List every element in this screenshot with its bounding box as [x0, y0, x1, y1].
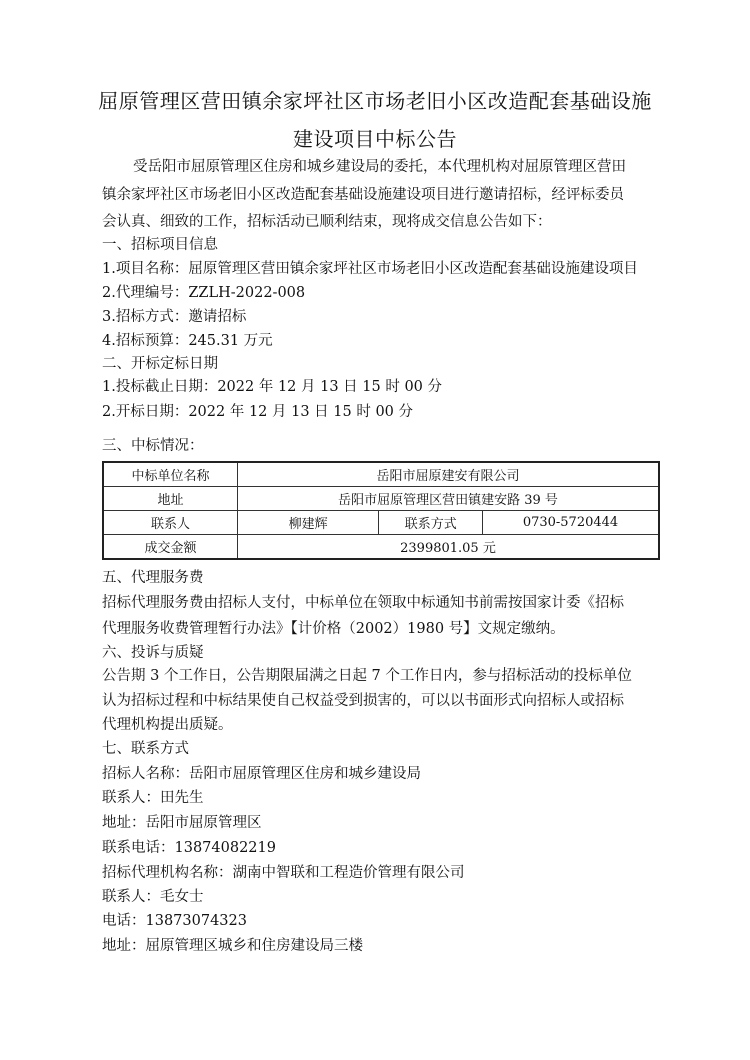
document-title-line-1: 屈原管理区营田镇余家坪社区市场老旧小区改造配套基础设施 — [98, 89, 652, 113]
section-5-heading: 五、代理服务费 — [102, 570, 204, 586]
phone-value: 0730-5720444 — [483, 511, 660, 535]
amount-label: 成交金额 — [103, 535, 237, 560]
agency-address: 地址：屈原管理区城乡和住房建设局三楼 — [102, 938, 363, 954]
table-row — [103, 535, 659, 560]
section-6-heading: 六、投诉与质疑 — [102, 645, 204, 661]
phone-label: 联系方式 — [379, 511, 483, 535]
section-5-line-1: 招标代理服务费由招标人支付，中标单位在领取中标通知书前需按国家计委《招标 — [102, 595, 624, 611]
tender-method: 3.招标方式：邀请招标 — [102, 309, 247, 325]
tenderer-phone: 联系电话：13874082219 — [102, 840, 276, 856]
section-6-line-2: 认为招标过程和中标结果使自己权益受到损害的，可以以书面形式向招标人或招标 — [102, 693, 624, 709]
tenderer-contact: 联系人：田先生 — [102, 790, 204, 806]
winner-value: 岳阳市屈原建安有限公司 — [237, 462, 659, 487]
contact-value: 柳建辉 — [237, 511, 378, 535]
amount-value: 2399801.05 元 — [237, 535, 659, 560]
agency-name: 招标代理机构名称：湖南中智联和工程造价管理有限公司 — [102, 865, 465, 881]
intro-line-3: 会认真、细致的工作，招标活动已顺利结束，现将成交信息公告如下： — [102, 214, 552, 230]
table-row — [103, 511, 659, 535]
address-label: 地址 — [103, 487, 237, 511]
agency-number: 2.代理编号：ZZLH-2022-008 — [102, 285, 306, 301]
table-row — [103, 487, 659, 511]
award-table — [102, 461, 660, 560]
agency-phone: 电话：13873074323 — [102, 913, 247, 929]
contact-label: 联系人 — [103, 511, 237, 535]
project-name: 1.项目名称：屈原管理区营田镇余家坪社区市场老旧小区改造配套基础设施建设项目 — [102, 261, 638, 277]
section-6-line-1: 公告期 3 个工作日，公告期限届满之日起 7 个工作日内，参与招标活动的投标单位 — [102, 668, 632, 684]
section-6-line-3: 代理机构提出质疑。 — [102, 717, 233, 733]
section-5-line-2: 代理服务收费管理暂行办法》【计价格（2002）1980 号】文规定缴纳。 — [102, 621, 565, 637]
section-1-heading: 一、招标项目信息 — [102, 237, 218, 253]
tender-budget: 4.招标预算：245.31 万元 — [102, 333, 273, 349]
section-7-heading: 七、联系方式 — [102, 741, 189, 757]
tenderer-address: 地址：岳阳市屈原管理区 — [102, 815, 262, 831]
winner-label: 中标单位名称 — [103, 462, 237, 487]
table-row — [103, 462, 659, 487]
bid-deadline: 1.投标截止日期：2022 年 12 月 13 日 15 时 00 分 — [102, 379, 443, 395]
section-2-heading: 二、开标定标日期 — [102, 356, 218, 372]
section-3-heading: 三、中标情况： — [102, 438, 204, 454]
tenderer-name: 招标人名称：岳阳市屈原管理区住房和城乡建设局 — [102, 766, 421, 782]
intro-line-1: 受岳阳市屈原管理区住房和城乡建设局的委托，本代理机构对屈原管理区营田 — [133, 159, 626, 175]
intro-line-2: 镇余家坪社区市场老旧小区改造配套基础设施建设项目进行邀请招标，经评标委员 — [102, 187, 624, 203]
agency-contact: 联系人：毛女士 — [102, 889, 204, 905]
bid-opening-date: 2.开标日期：2022 年 12 月 13 日 15 时 00 分 — [102, 404, 414, 420]
document-title-line-2: 建设项目中标公告 — [293, 127, 457, 151]
address-value: 岳阳市屈原管理区营田镇建安路 39 号 — [237, 487, 659, 511]
